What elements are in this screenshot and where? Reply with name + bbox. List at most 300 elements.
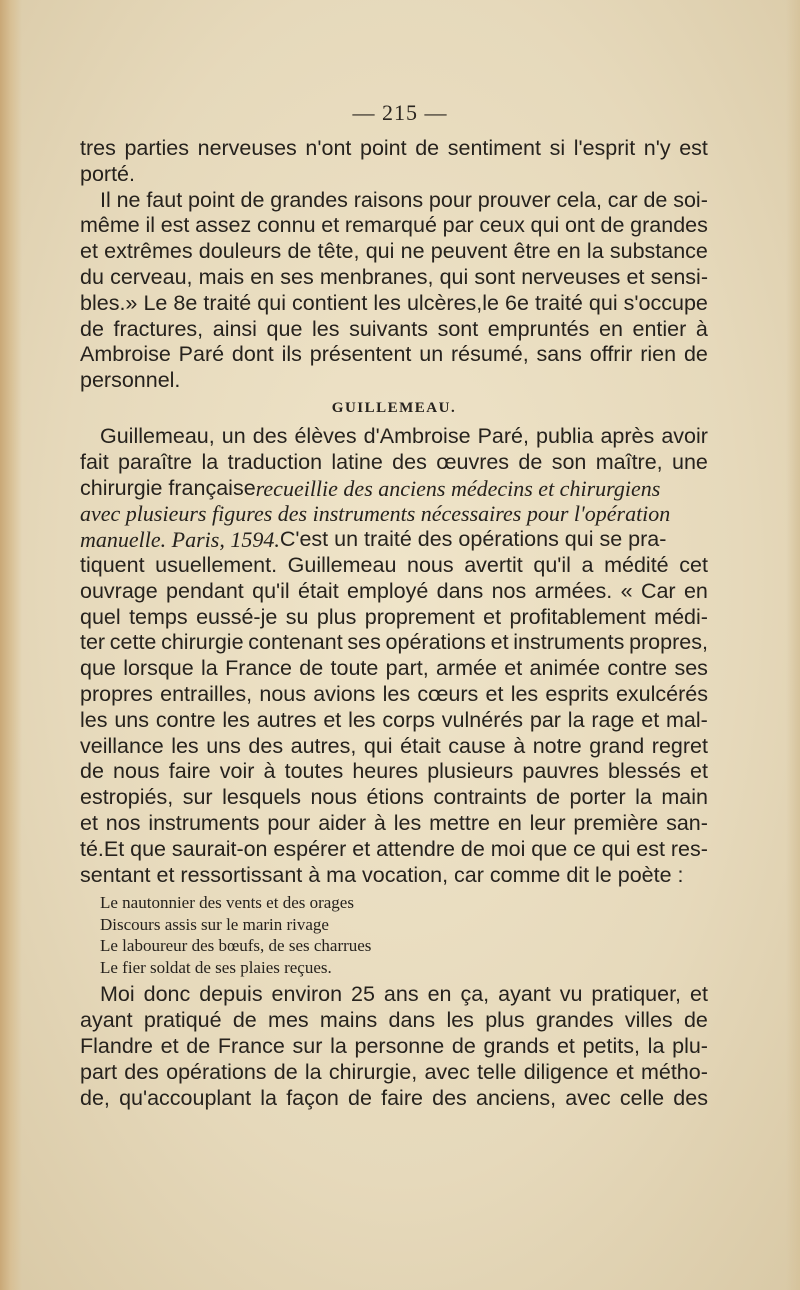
word: instruments — [148, 810, 260, 835]
word: autres — [256, 707, 317, 732]
word: quel — [80, 604, 121, 629]
word: si — [549, 136, 566, 160]
word: première — [573, 810, 659, 835]
word: un — [221, 423, 246, 448]
word: raisons — [353, 187, 424, 212]
word: nous — [259, 681, 307, 706]
word: de — [232, 1008, 257, 1033]
word: mains — [319, 1008, 378, 1033]
word: présentent — [309, 342, 412, 367]
word: en — [250, 264, 275, 289]
word: il — [145, 213, 155, 238]
word: extrêmes — [104, 239, 193, 264]
word: nous — [407, 552, 454, 577]
word: ont — [564, 213, 595, 238]
word: les — [80, 707, 108, 732]
word: maître, — [595, 449, 663, 474]
word: les — [222, 707, 250, 732]
word: ne — [116, 187, 141, 212]
word: mettre — [429, 810, 490, 835]
word: ouvrage — [80, 578, 158, 603]
word: « — [620, 578, 633, 603]
word: cet — [679, 552, 708, 577]
word: ceux — [479, 213, 525, 238]
word: n'ont — [305, 136, 352, 160]
word: contre — [155, 707, 216, 732]
word: rage — [591, 707, 635, 732]
word: et — [615, 1059, 634, 1084]
word: ils — [281, 342, 302, 367]
text-line — [80, 605, 708, 631]
word: 8e — [173, 290, 198, 315]
word: était — [298, 578, 339, 603]
word: environ — [271, 982, 343, 1007]
word: de — [80, 759, 104, 784]
word: par — [529, 707, 561, 732]
word: dont — [231, 342, 274, 367]
word: propres, — [629, 630, 708, 655]
word: et — [626, 264, 645, 289]
word: les — [171, 733, 199, 758]
word: à — [263, 759, 276, 784]
word: pour — [428, 187, 472, 212]
word: substance — [609, 239, 708, 264]
word: profitablement — [509, 604, 646, 629]
text-line — [80, 501, 708, 527]
word: la — [567, 707, 585, 732]
word: ses — [280, 264, 314, 289]
word: à — [513, 733, 526, 758]
word: les — [312, 316, 340, 341]
word: dans — [436, 578, 484, 603]
word: des — [392, 449, 427, 474]
word: de — [683, 342, 708, 367]
word: diligence — [523, 1059, 609, 1084]
word: nerveuses — [197, 136, 297, 160]
word: et — [80, 810, 98, 835]
word: que — [130, 836, 166, 861]
word: usuellement. — [155, 552, 278, 577]
text-line — [80, 982, 708, 1008]
word: heures — [352, 759, 419, 784]
paragraph-1 — [80, 136, 708, 188]
word: voir — [219, 759, 255, 784]
word: du — [80, 264, 104, 289]
word: et — [490, 630, 509, 655]
word: tiquent — [80, 552, 145, 577]
word: des — [248, 733, 284, 758]
word: la — [586, 239, 604, 264]
word: qui — [257, 290, 286, 315]
word: la — [647, 1033, 665, 1058]
word: su — [285, 604, 309, 629]
word: de — [273, 1059, 298, 1084]
word: ses — [347, 630, 381, 655]
word: soi- — [673, 187, 708, 212]
word: sans — [536, 342, 582, 367]
word: la — [201, 656, 218, 681]
word: petits, — [582, 1033, 640, 1058]
word: une — [672, 449, 708, 474]
word: main — [661, 785, 708, 810]
word: métho- — [640, 1059, 708, 1084]
word: bles.» — [80, 290, 138, 315]
body-text — [80, 136, 708, 1111]
word: s'occupe — [623, 290, 708, 315]
word: 6e — [505, 290, 529, 315]
word: point — [359, 136, 407, 160]
word: opérations — [166, 1059, 267, 1084]
word: de — [600, 213, 625, 238]
text-line — [80, 291, 708, 317]
word: de — [536, 785, 561, 810]
word: porter — [569, 785, 626, 810]
word: que — [531, 836, 568, 861]
word: France — [217, 1033, 285, 1058]
word: attendre — [376, 836, 455, 861]
word: qu'il — [533, 552, 571, 577]
text-line — [80, 265, 708, 291]
text-line — [80, 450, 708, 476]
page-edge-right — [786, 0, 800, 1290]
word: suivants — [349, 316, 428, 341]
word: part, — [385, 656, 429, 681]
word: mal- — [666, 707, 708, 732]
word: être — [513, 239, 551, 264]
word: telle — [477, 1059, 517, 1084]
word: avions — [313, 681, 376, 706]
word: parties — [124, 136, 189, 160]
word: connu — [256, 213, 316, 238]
word: tres — [80, 136, 116, 160]
word: cœurs — [417, 681, 479, 706]
text-line: sentant et ressortissant à ma vocation, car comme dit le poète : — [80, 862, 684, 887]
word: de, — [80, 1085, 110, 1110]
word: villes — [624, 1008, 673, 1033]
word: ce — [573, 836, 596, 861]
word: de — [186, 1033, 211, 1058]
word: lorsque — [123, 656, 194, 681]
word: ainsi — [212, 316, 257, 341]
word: instruments — [513, 630, 625, 655]
word: nos — [105, 810, 141, 835]
word: en — [598, 316, 623, 341]
word: la — [201, 449, 219, 474]
word: toutes — [284, 759, 344, 784]
text-line — [80, 811, 708, 837]
word: qui — [365, 239, 395, 264]
word: grandes — [630, 213, 708, 238]
word: façon — [286, 1085, 339, 1110]
page-edge-left — [0, 0, 22, 1290]
text-line — [80, 136, 708, 162]
word: contraints — [433, 785, 527, 810]
word: étions — [366, 785, 424, 810]
word: point — [188, 187, 235, 212]
word: opérations — [385, 630, 486, 655]
word: té.Et — [80, 836, 125, 861]
word: cerveau, — [110, 264, 193, 289]
word: de — [643, 187, 668, 212]
word: à — [695, 316, 708, 341]
word: remarqué — [344, 213, 437, 238]
word: nos — [491, 578, 527, 603]
text-line — [80, 317, 708, 343]
word: chirurgie, — [328, 1059, 418, 1084]
word: nerveuses — [521, 264, 621, 289]
word: contre — [607, 656, 668, 681]
word: nous — [113, 759, 160, 784]
word: et — [690, 982, 708, 1007]
word: donc — [143, 982, 191, 1007]
word: car — [607, 187, 638, 212]
word: Guillemeau, — [100, 423, 215, 448]
word: en — [556, 239, 581, 264]
word: Paré — [178, 342, 225, 367]
text-line — [80, 1034, 708, 1060]
word: pratiquer, — [591, 982, 682, 1007]
word: offrir — [589, 342, 633, 367]
word: Le — [143, 290, 168, 315]
word: ça, — [460, 982, 490, 1007]
word: saurait-on — [171, 836, 268, 861]
word: traduction — [227, 449, 323, 474]
word: par — [442, 213, 474, 238]
page-number: — 215 — — [352, 100, 448, 125]
word: les — [382, 681, 411, 706]
word: ne — [400, 239, 425, 264]
text-line — [80, 837, 708, 863]
word: en — [497, 810, 522, 835]
word: mes — [268, 1008, 309, 1033]
word: sur — [182, 785, 213, 810]
word: des — [432, 1085, 467, 1110]
text-run: C'est un traité des opérations qui se pra- — [279, 527, 667, 552]
word: latine — [331, 449, 383, 474]
word: avoir — [661, 423, 708, 448]
word: aider — [318, 810, 367, 835]
word: ayant — [80, 1008, 133, 1033]
word: élèves — [294, 423, 357, 448]
word: des — [252, 423, 288, 448]
word: sentiment — [447, 136, 541, 160]
text-line — [80, 213, 708, 239]
word: faire — [381, 1085, 423, 1110]
word: qu'il — [252, 578, 290, 603]
text-line — [80, 527, 708, 553]
word: que — [266, 316, 303, 341]
word: ses — [674, 656, 708, 681]
word: Ambroise — [80, 342, 171, 367]
word: menbranes, — [319, 264, 434, 289]
word: à — [373, 810, 386, 835]
word: esprits — [545, 681, 609, 706]
text-line — [80, 708, 708, 734]
word: est — [636, 836, 665, 861]
word: a — [581, 552, 594, 577]
text-line — [80, 630, 708, 656]
word: notre — [532, 733, 582, 758]
word: et — [690, 759, 708, 784]
word: la — [330, 1033, 347, 1058]
book-title-italic: recueillie des anciens médecins et chirurgiens — [255, 475, 661, 501]
word: plu- — [672, 1033, 708, 1058]
text-line — [80, 553, 708, 579]
poem-line: Le laboureur des bœufs, de ses charrues — [100, 936, 372, 956]
word: traité — [203, 290, 252, 315]
word: fractures, — [113, 316, 204, 341]
word: sur — [292, 1033, 323, 1058]
word: est — [679, 136, 708, 160]
word: d'Ambroise — [363, 423, 471, 448]
word: qui — [363, 733, 393, 758]
text-run: chirurgie française — [80, 475, 256, 500]
text-line — [80, 1008, 708, 1034]
word: de — [287, 239, 312, 264]
word: cette — [109, 630, 157, 655]
word: la — [635, 785, 652, 810]
text-line — [80, 342, 708, 368]
word: en — [427, 982, 452, 1007]
word: armée — [436, 656, 497, 681]
word: qu'accouplant — [119, 1085, 252, 1110]
word: entier — [632, 316, 687, 341]
word: douleurs — [198, 239, 282, 264]
word: de — [415, 136, 440, 160]
word: œuvres — [436, 449, 510, 474]
word: vu — [559, 982, 583, 1007]
word: dans — [388, 1008, 436, 1033]
word: médité — [604, 552, 669, 577]
word: propres — [80, 681, 153, 706]
word: employé — [347, 578, 429, 603]
word: même — [80, 213, 140, 238]
word: moi — [490, 836, 526, 861]
word: fait — [80, 449, 109, 474]
paragraph-3 — [80, 424, 708, 888]
word: Moi — [100, 982, 135, 1007]
word: était — [400, 733, 441, 758]
word: et — [556, 1033, 575, 1058]
word: prouver — [477, 187, 551, 212]
word: faut — [146, 187, 183, 212]
word: animée — [529, 656, 601, 681]
word: grands — [483, 1033, 550, 1058]
text-line — [80, 1060, 708, 1086]
word: contenant — [248, 630, 343, 655]
word: et — [160, 1033, 179, 1058]
word: la — [304, 1059, 322, 1084]
text-line — [80, 188, 708, 214]
word: et — [504, 656, 523, 681]
text-line — [80, 656, 708, 682]
text-line — [80, 424, 708, 450]
word: avec — [565, 1085, 611, 1110]
word: des — [673, 1085, 708, 1110]
word: vulnérés — [441, 707, 524, 732]
word: les — [393, 810, 422, 835]
word: et — [80, 239, 98, 264]
word: tête, — [317, 239, 360, 264]
word: les — [373, 290, 401, 315]
word: empruntés — [487, 316, 590, 341]
word: les — [446, 1008, 474, 1033]
poem-line: Discours assis sur le marin rivage — [100, 914, 329, 934]
word: chirurgie — [161, 630, 244, 655]
word: uns — [114, 707, 149, 732]
word: contient — [292, 290, 368, 315]
word: avec — [424, 1059, 470, 1084]
word: Paré, — [477, 423, 529, 448]
paragraph-4 — [80, 982, 708, 1111]
word: qui — [601, 836, 631, 861]
section-heading: GUILLEMEAU. — [331, 399, 457, 416]
word: n'y — [643, 136, 671, 160]
word: espérer — [273, 836, 347, 861]
word: un — [419, 342, 444, 367]
word: pour — [267, 810, 311, 835]
word: plus — [316, 604, 357, 629]
word: est — [160, 213, 190, 238]
word: assez — [195, 213, 252, 238]
word: armées. — [534, 578, 613, 603]
word: et — [485, 681, 504, 706]
word: faire — [168, 759, 211, 784]
text-line — [80, 579, 708, 605]
word: toute — [330, 656, 379, 681]
word: entrailles, — [160, 681, 253, 706]
word: les — [348, 707, 376, 732]
word: et — [323, 707, 342, 732]
word: anciens, — [475, 1085, 557, 1110]
word: la — [260, 1085, 278, 1110]
word: estropiés, — [80, 785, 174, 810]
word: sont — [474, 264, 516, 289]
word: eussé-je — [196, 604, 278, 629]
word: de — [518, 449, 543, 474]
word: corps — [382, 707, 435, 732]
word: que — [80, 656, 116, 681]
poem-line: Le nautonnier des vents et des orages — [100, 893, 354, 913]
word: proprement — [364, 604, 475, 629]
word: publia — [536, 423, 594, 448]
word: part — [80, 1059, 118, 1084]
word: pauvres — [522, 759, 599, 784]
text-line — [80, 682, 708, 708]
word: veillance — [80, 733, 164, 758]
text-line — [80, 785, 708, 811]
word: paraître — [118, 449, 193, 474]
word: traité — [535, 290, 583, 315]
word: et — [483, 604, 502, 629]
word: Il — [100, 187, 111, 212]
word: l'esprit — [573, 136, 636, 160]
word: résumé, — [451, 342, 529, 367]
word: grand — [589, 733, 645, 758]
word: de — [240, 187, 265, 212]
word: lesquels — [222, 785, 301, 810]
word: res- — [670, 836, 708, 861]
word: qui — [588, 290, 618, 315]
word: ter — [80, 630, 106, 655]
word: qui — [439, 264, 469, 289]
word: 25 — [351, 982, 375, 1007]
word: grandes — [535, 1008, 614, 1033]
word: médi- — [654, 604, 708, 629]
word: celle — [619, 1085, 665, 1110]
poem-quote — [100, 892, 708, 978]
word: ayant — [498, 982, 551, 1007]
